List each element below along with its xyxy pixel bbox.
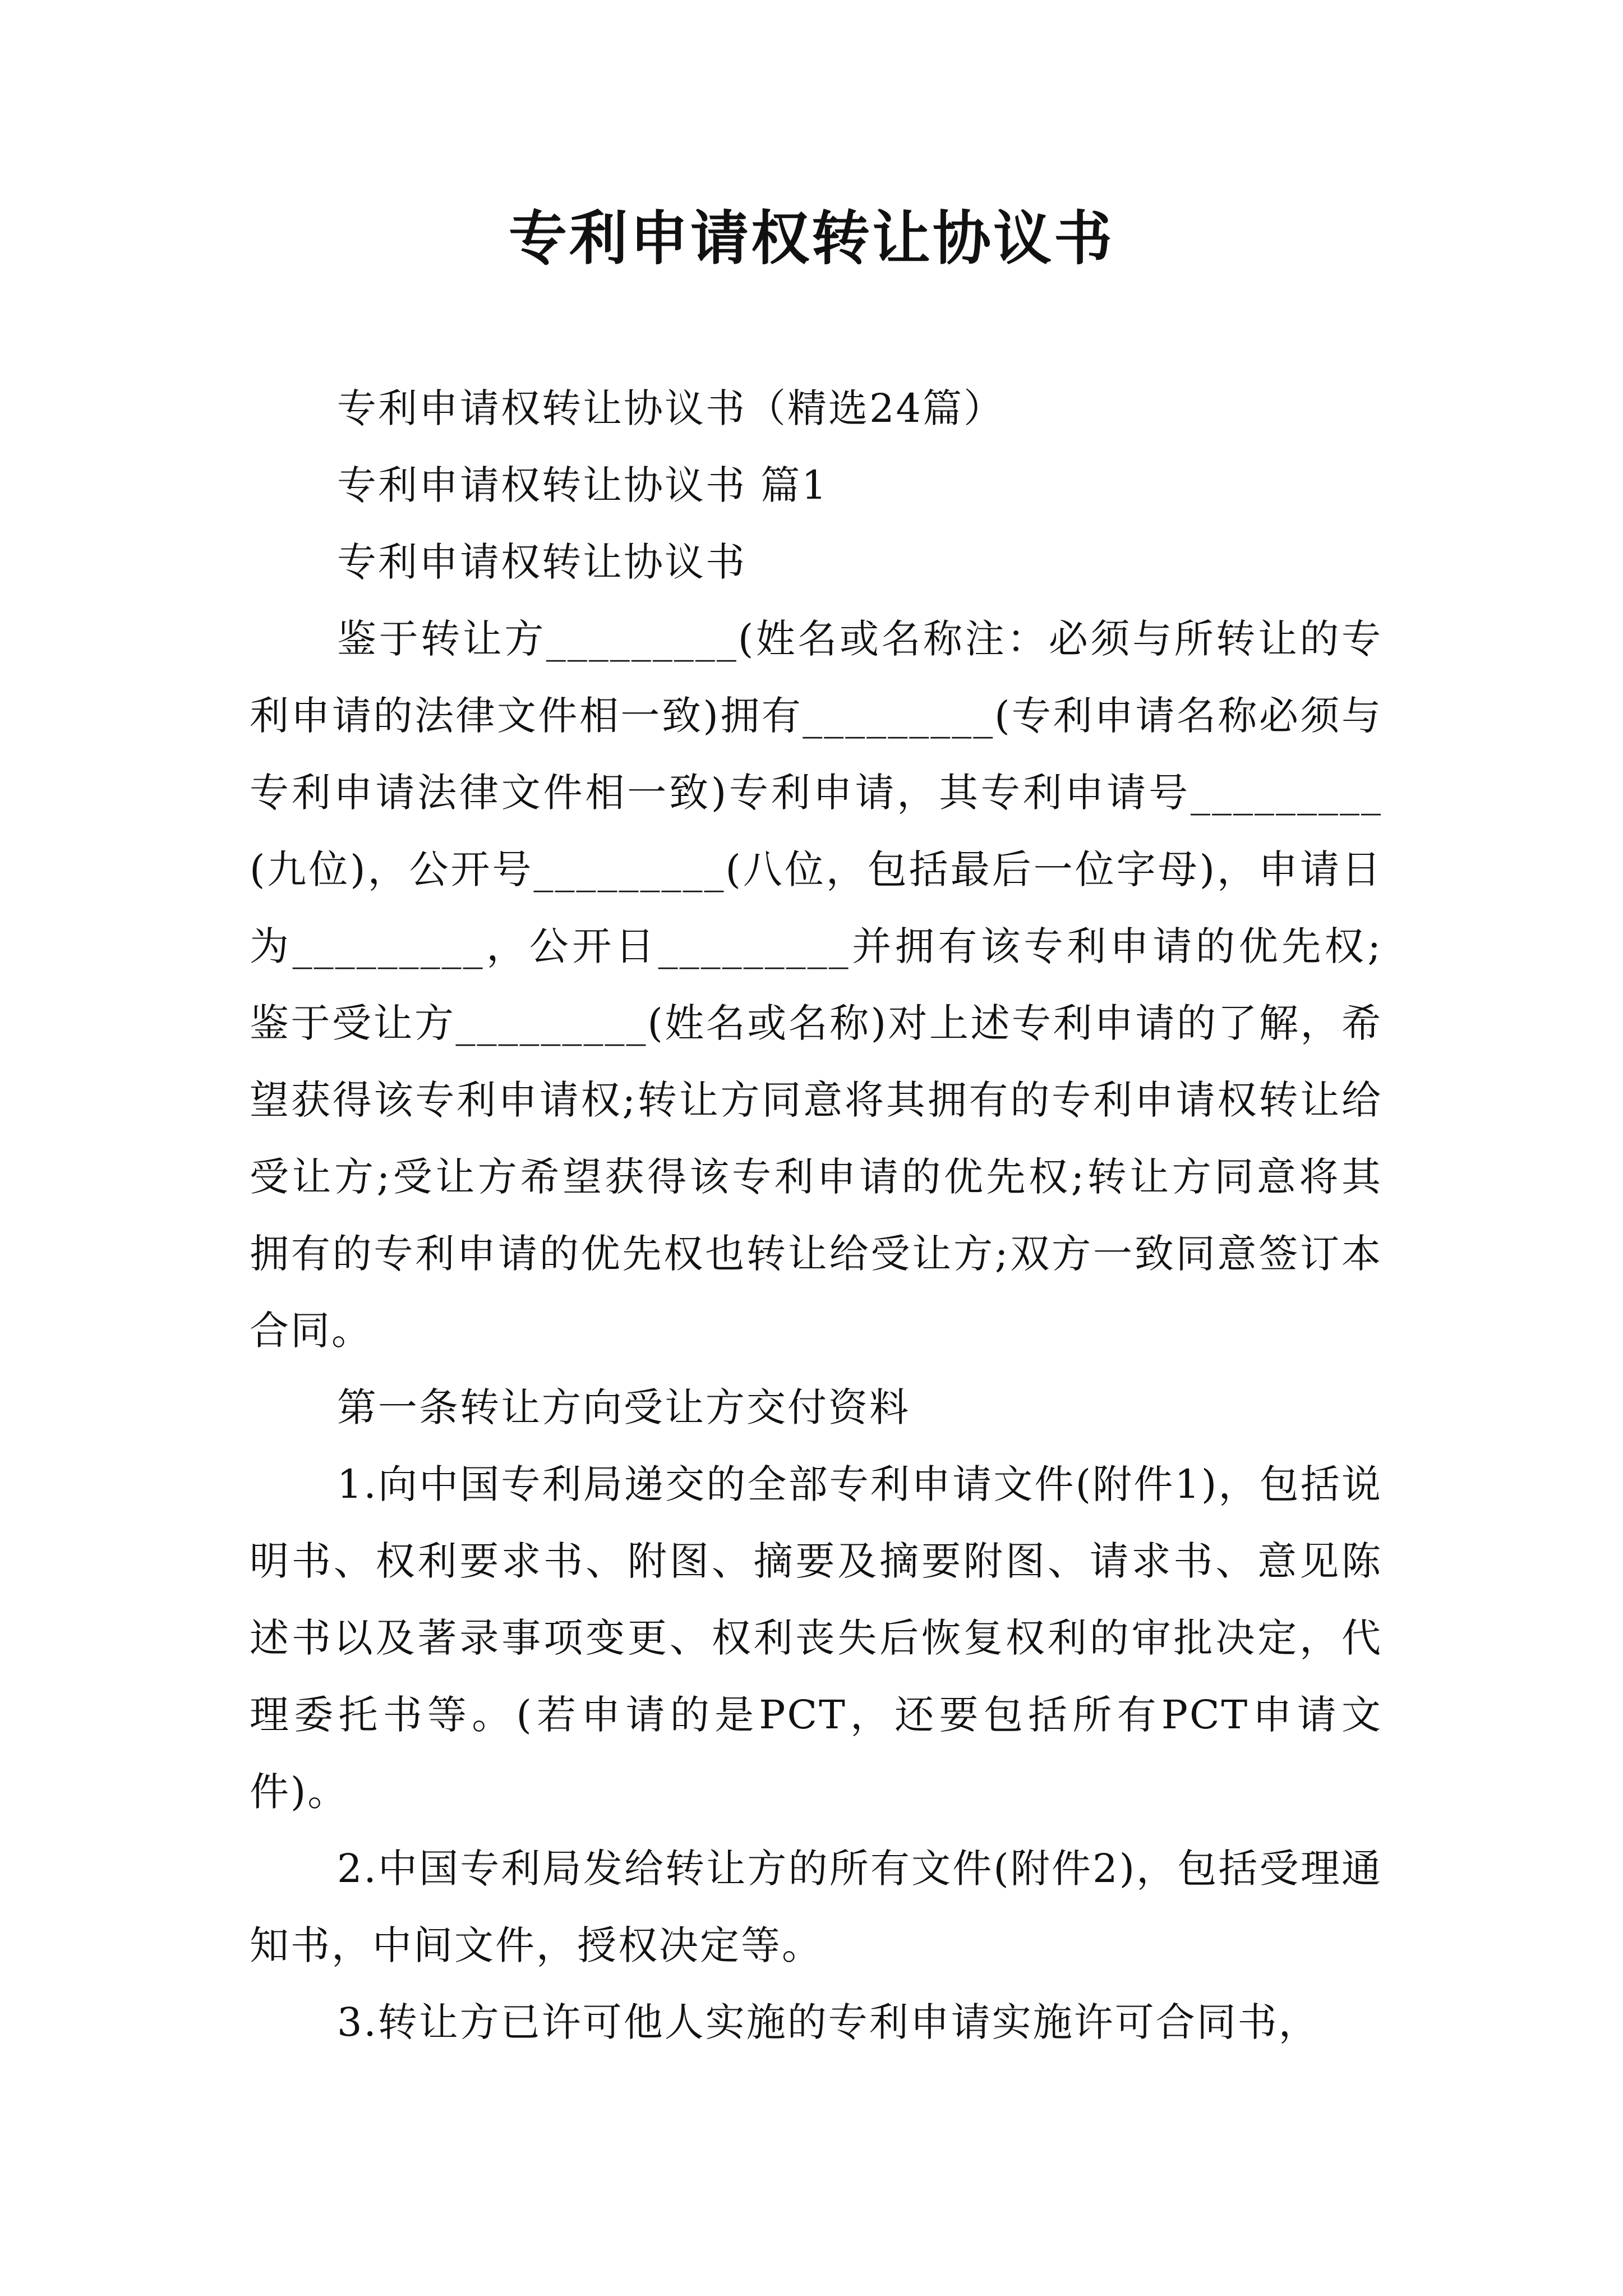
paragraph-article-1: 第一条转让方向受让方交付资料 xyxy=(337,1384,910,1430)
paragraph-item-2: 2.中国专利局发给转让方的所有文件(附件2)，包括受理通知书，中间文件，授权决定等。 xyxy=(250,1846,1382,1968)
paragraph-item-3: 3.转让方已许可他人实施的专利申请实施许可合同书， xyxy=(337,1999,1320,2045)
document-body xyxy=(250,370,1382,2061)
paragraph-item-1: 1.向中国专利局递交的全部专利申请文件(附件1)，包括说明书、权利要求书、附图、摘要及摘要附图、请求书、意见陈述书以及著录事项变更、权利丧失后恢复权利的审批决定，代理委托书等。(若申请的是PCT，还要包括所有PCT申请文件)。 xyxy=(250,1461,1382,1815)
paragraph-section-heading: 专利申请权转让协议书 篇1 xyxy=(337,462,828,508)
paragraph-agreement-title: 专利申请权转让协议书 xyxy=(337,539,746,585)
document-title: 专利申请权转让协议书 xyxy=(508,204,1114,273)
paragraph-preamble: 鉴于转让方_________(姓名或名称注：必须与所转让的专利申请的法律文件相一致)拥有_________(专利申请名称必须与专利申请法律文件相一致)专利申请，其专利申请号_________(九位)，公开号_________(八位，包括最后一位字母)，申请日为_________，公开日_________并拥有该专利申请的优先权;鉴于受让方_________(姓名或名称)对上述专利申请的了解，希望获得该专利申请权;转让方同意将其拥有的专利申请权转让给受让方;受让方希望获得该专利申请的优先权;转让方同意将其拥有的专利申请的优先权也转让给受让方;双方一致同意签订本合同。 xyxy=(250,616,1382,1354)
paragraph-subtitle: 专利申请权转让协议书（精选24篇） xyxy=(337,385,1005,431)
